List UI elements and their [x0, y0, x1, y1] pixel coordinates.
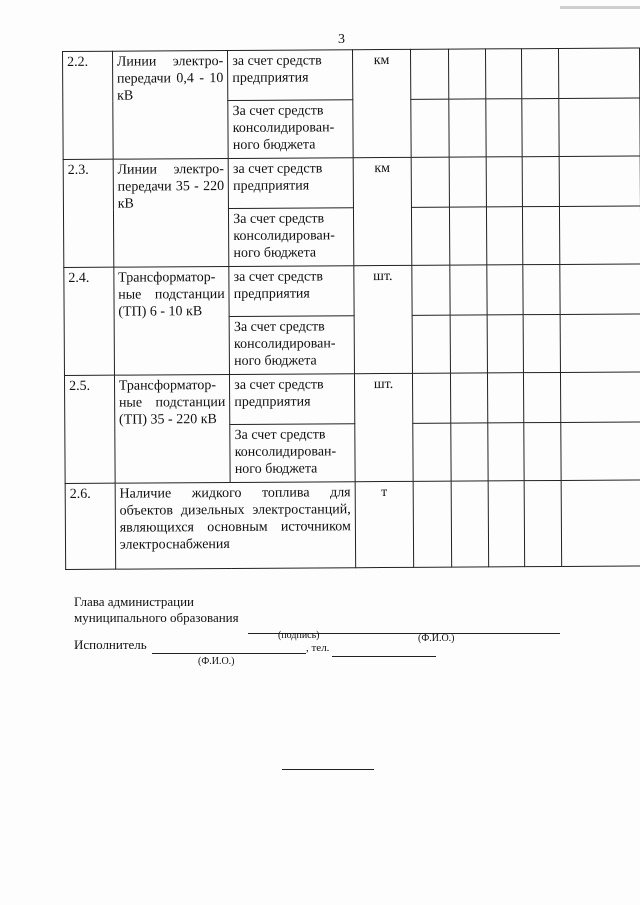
value-cell: [412, 315, 451, 373]
value-cell: [523, 314, 560, 372]
unit-cell: км: [352, 49, 411, 157]
indicators-table-body: [63, 48, 640, 570]
row-name: Линии электро-передачи 35 - 220 кВ: [113, 158, 229, 267]
fio-caption-left: (Ф.И.О.): [198, 656, 235, 667]
value-cell: [413, 423, 452, 481]
value-cell: [450, 265, 487, 315]
value-cell: [411, 49, 450, 99]
value-cell: [559, 206, 640, 264]
row-name: Линии электро-передачи 0,4 - 10 кВ: [112, 50, 228, 159]
value-cell: [412, 265, 451, 315]
head-title-line2: муниципального образования: [74, 610, 239, 625]
value-cell: [522, 156, 559, 206]
value-cell: [559, 156, 640, 206]
table-row: [63, 156, 640, 210]
value-cell: [487, 373, 524, 423]
funding-source: За счет средств консолидирован-ного бюджета: [229, 316, 354, 375]
value-cell: [559, 98, 640, 156]
footer-rule: [282, 769, 374, 770]
row-number: 2.3.: [63, 159, 113, 267]
funding-source: за счет средств предприятия: [229, 266, 354, 317]
fio-caption-right: (Ф.И.О.): [418, 633, 455, 644]
value-cell: [411, 157, 450, 207]
value-cell: [488, 423, 525, 481]
row-name: Трансформатор-ные подстанции (ТП) 35 - 220 кВ: [114, 374, 230, 483]
value-cell: [558, 48, 640, 98]
signature-caption: (подпись): [278, 630, 320, 641]
value-cell: [449, 49, 486, 99]
unit-cell: шт.: [354, 265, 413, 373]
value-cell: [522, 48, 559, 98]
row-name: Наличие жидкого топлива для объектов дизельных электростанций, являющихся основным источником электроснабжения: [115, 482, 356, 569]
unit-cell: шт.: [354, 373, 413, 481]
table-row: [65, 480, 640, 570]
funding-source: за счет средств предприятия: [228, 50, 353, 101]
indicators-table: [62, 47, 640, 570]
table-row: [64, 264, 640, 318]
value-cell: [561, 480, 640, 566]
value-cell: [413, 481, 452, 567]
unit-cell: т: [355, 481, 414, 567]
value-cell: [485, 49, 522, 99]
value-cell: [486, 207, 523, 265]
value-cell: [451, 373, 488, 423]
value-cell: [560, 264, 640, 314]
funding-source: За счет средств консолидирован-ного бюджета: [230, 424, 355, 483]
value-cell: [411, 99, 450, 157]
value-cell: [486, 157, 523, 207]
value-cell: [411, 207, 450, 265]
value-cell: [486, 99, 523, 157]
value-cell: [487, 265, 524, 315]
table-row: [63, 48, 640, 102]
executor-label: Исполнитель: [74, 637, 147, 652]
value-cell: [451, 423, 488, 481]
value-cell: [450, 207, 487, 265]
value-cell: [560, 314, 640, 372]
value-cell: [451, 481, 488, 567]
row-number: 2.5.: [64, 375, 114, 483]
value-cell: [449, 99, 486, 157]
value-cell: [561, 422, 640, 480]
funding-source: за счет средств предприятия: [230, 374, 355, 425]
funding-source: за счет средств предприятия: [228, 158, 353, 209]
value-cell: [524, 480, 561, 566]
funding-source: За счет средств консолидирован-ного бюджета: [229, 208, 354, 267]
row-number: 2.6.: [65, 483, 115, 569]
executor-name-underline[interactable]: [152, 653, 306, 654]
row-number: 2.2.: [63, 51, 113, 159]
value-cell: [524, 422, 561, 480]
page-number: 3: [338, 32, 345, 47]
unit-cell: км: [353, 157, 412, 265]
value-cell: [523, 206, 560, 264]
value-cell: [523, 264, 560, 314]
row-number: 2.4.: [64, 267, 114, 375]
value-cell: [450, 315, 487, 373]
scan-edge-mark: [560, 6, 640, 9]
table-row: [64, 372, 640, 426]
value-cell: [488, 481, 525, 567]
value-cell: [524, 372, 561, 422]
value-cell: [560, 372, 640, 422]
value-cell: [449, 157, 486, 207]
head-title-line1: Глава администрации: [74, 594, 195, 609]
value-cell: [487, 315, 524, 373]
row-name: Трансформатор-ные подстанции (ТП) 6 - 10 кВ: [114, 266, 230, 375]
value-cell: [522, 98, 559, 156]
funding-source: За счет средств консолидирован-ного бюджета: [228, 100, 353, 159]
phone-underline[interactable]: [332, 656, 436, 657]
value-cell: [413, 373, 452, 423]
phone-label: , тел.: [306, 642, 330, 654]
